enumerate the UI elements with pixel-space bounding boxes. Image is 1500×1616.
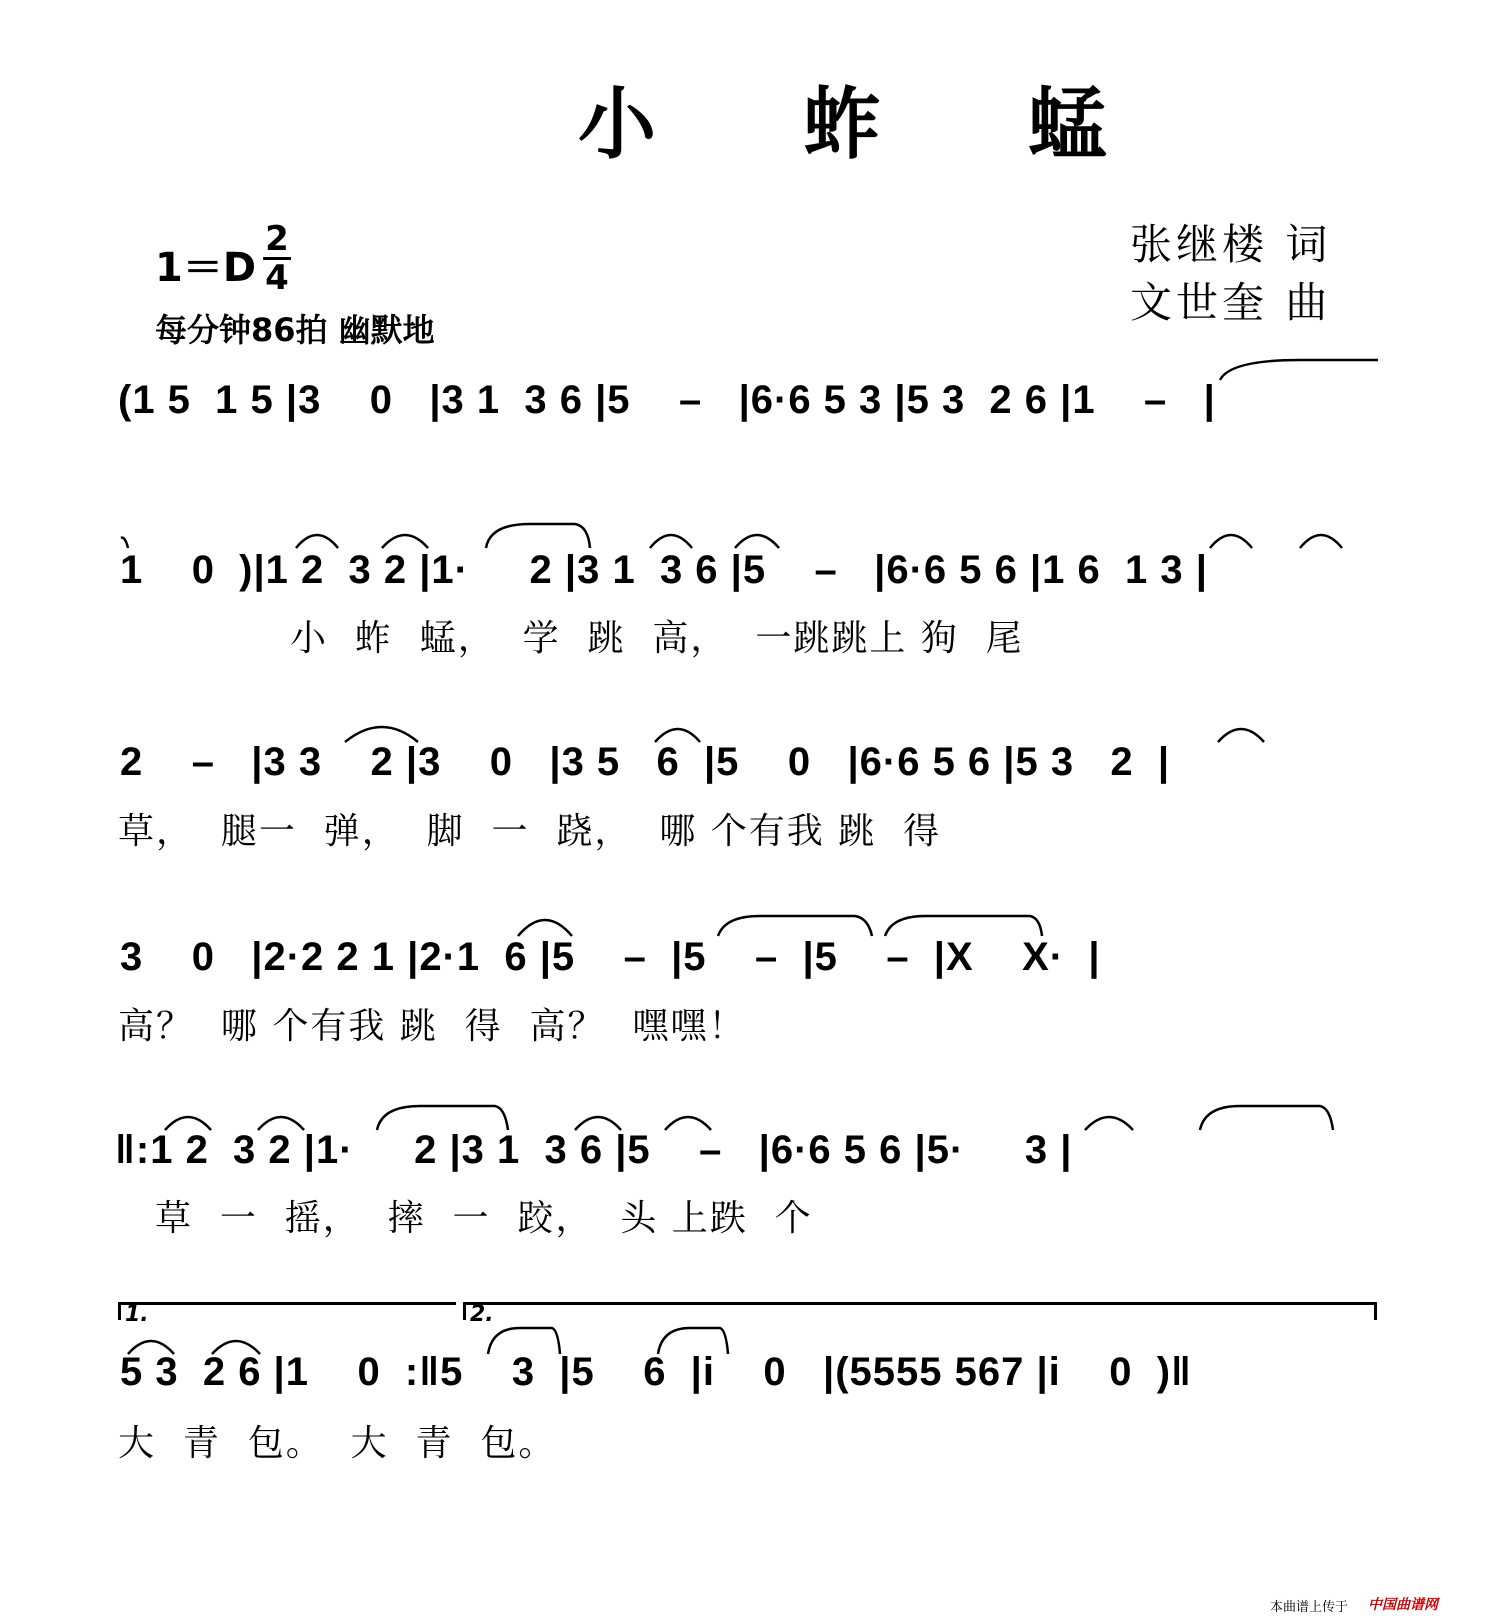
- lyricist-credit: 张继楼 词: [1130, 220, 1332, 269]
- slur-line5-c: [377, 1106, 508, 1130]
- notation-line-3: 2 – |3 3 2 |3 0 |3 5 6 |5 0 |6·6 5 6 |5 3 2 |: [120, 740, 1171, 784]
- footer-upload-text: 本曲谱上传于: [1270, 1600, 1349, 1615]
- lyrics-line-6: 大 青 包。 大 青 包。: [118, 1423, 557, 1464]
- lyrics-line-5: 草 一 摇， 摔 一 跤， 头 上跌 个: [155, 1198, 813, 1239]
- volta-2-label: 2.: [470, 1302, 494, 1327]
- volta-1-label: 1.: [125, 1302, 149, 1327]
- slur-line6-d: [658, 1328, 728, 1354]
- slur-line5-f: [1085, 1117, 1133, 1130]
- slur-line3-a: [345, 727, 418, 742]
- page-title: 小 蚱 蜢: [578, 79, 1167, 170]
- slur-line6-c: [488, 1328, 560, 1354]
- slur-line2-a: [296, 535, 338, 548]
- slur-line5-a: [165, 1117, 211, 1130]
- lyrics-line-3: 草， 腿一 弹， 脚 一 跷， 哪 个有我 跳 得: [118, 811, 942, 852]
- notation-line-4: 3 0 |2·2 2 1 |2·1 6 |5 – |5 – |5 – |X X· |: [120, 935, 1101, 979]
- footer-site-logo: 中国曲谱网: [1368, 1597, 1438, 1613]
- slur-line2-g: [1300, 535, 1342, 548]
- slur-line4-b: [718, 916, 872, 936]
- slur-line4-c: [885, 916, 1042, 936]
- notation-line-1: (1 5 1 5 |3 0 |3 1 3 6 |5 – |6·6 5 3 |5 3 2 6 |1 – |: [118, 378, 1216, 422]
- slur-line2-e: [735, 535, 779, 548]
- key-signature: 1＝D: [155, 245, 257, 291]
- slur-line5-d: [575, 1117, 621, 1130]
- slur-tie-line1: [1220, 360, 1378, 380]
- slur-line6-b: [212, 1341, 260, 1354]
- slur-line5-b: [258, 1117, 304, 1130]
- slur-line3-b: [655, 729, 700, 742]
- lyrics-line-2: 小 蚱 蜢， 学 跳 高， 一跳跳上 狗 尾: [290, 618, 1024, 659]
- tempo-marking: 每分钟86拍 幽默地: [155, 311, 435, 349]
- slur-line4-a: [518, 920, 572, 936]
- slur-line2-c: [486, 524, 590, 548]
- slur-line5-g: [1200, 1106, 1333, 1130]
- notation-line-2: 1 0 )|1 2 3 2 |1· 2 |3 1 3 6 |5 – |6·6 5 6 |1 6 1 3 |: [120, 548, 1208, 592]
- slur-tie-line2: [121, 538, 128, 548]
- slur-line3-c: [1218, 729, 1264, 742]
- slur-line6-a: [128, 1341, 174, 1354]
- lyrics-line-4: 高？ 哪 个有我 跳 得 高？ 嘿嘿！: [118, 1006, 747, 1047]
- slur-line2-b: [382, 535, 428, 548]
- notation-line-6: 5 3 2 6 |1 0 :‖5 3 |5 6 |i 0 |(5555 567 |i 0 )‖: [120, 1350, 1192, 1394]
- slur-line2-f: [1210, 535, 1252, 548]
- notation-line-5: ‖:1 2 3 2 |1· 2 |3 1 3 6 |5 – |6·6 5 6 |5· 3 |: [115, 1128, 1073, 1172]
- slur-line2-d: [650, 535, 692, 548]
- composer-credit: 文世奎 曲: [1130, 278, 1332, 327]
- time-signature-bottom: 4: [265, 258, 289, 298]
- slur-line5-e: [665, 1117, 711, 1130]
- time-signature-top: 2: [265, 219, 289, 259]
